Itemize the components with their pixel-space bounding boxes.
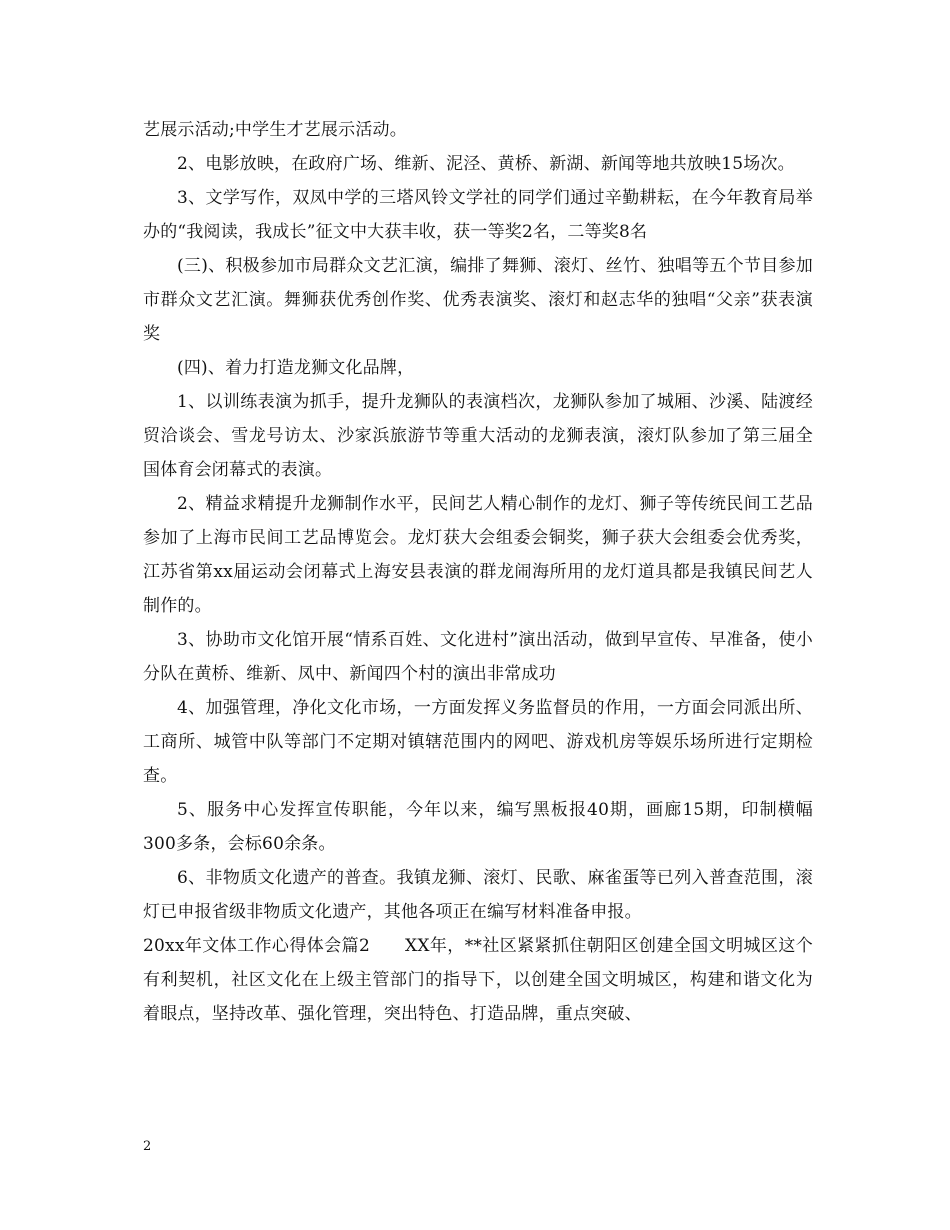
paragraph: 2、精益求精提升龙狮制作水平，民间艺人精心制作的龙灯、狮子等传统民间工艺品参加了上海市民间工艺品博览会。龙灯获大会组委会铜奖，狮子获大会组委会优秀奖，江苏省第xx届运动会闭幕式上海安县表演的群龙闹海所用的龙灯道具都是我镇民间艺人制作的。 bbox=[143, 494, 813, 616]
paragraph: 6、非物质文化遗产的普查。我镇龙狮、滚灯、民歌、麻雀蛋等已列入普查范围，滚灯已申报省级非物质文化遗产，其他各项正在编写材料准备申报。 bbox=[143, 868, 813, 922]
paragraph: 1、以训练表演为抓手，提升龙狮队的表演档次，龙狮队参加了城厢、沙溪、陆渡经贸洽谈会、雪龙号访太、沙家浜旅游节等重大活动的龙狮表演，滚灯队参加了第三届全国体育会闭幕式的表演。 bbox=[143, 392, 813, 480]
paragraph: 3、文学写作，双凤中学的三塔风铃文学社的同学们通过辛勤耕耘，在今年教育局举办的“我阅读，我成长”征文中大获丰收，获一等奖2名，二等奖8名 bbox=[143, 188, 813, 242]
page-number: 2 bbox=[143, 1139, 152, 1154]
paragraph: 3、协助市文化馆开展“情系百姓、文化进村”演出活动，做到早宣传、早准备，使小分队在黄桥、维新、凤中、新闻四个村的演出非常成功 bbox=[143, 630, 813, 684]
paragraph: 4、加强管理，净化文化市场，一方面发挥义务监督员的作用，一方面会同派出所、工商所、城管中队等部门不定期对镇辖范围内的网吧、游戏机房等娱乐场所进行定期检查。 bbox=[143, 698, 813, 786]
document-body bbox=[143, 113, 813, 1031]
paragraph: 20xx年文体工作心得体会篇2 XX年，**社区紧紧抓住朝阳区创建全国文明城区这个有利契机，社区文化在上级主管部门的指导下，以创建全国文明城区，构建和谐文化为着眼点，坚持改革、强化管理，突出特色、打造品牌，重点突破、 bbox=[143, 936, 813, 1024]
paragraph: 2、电影放映，在政府广场、维新、泥泾、黄桥、新湖、新闻等地共放映15场次。 bbox=[177, 154, 795, 174]
paragraph: 艺展示活动;中学生才艺展示活动。 bbox=[143, 120, 407, 140]
paragraph: 5、服务中心发挥宣传职能，今年以来，编写黑板报40期，画廊15期，印制横幅300多条，会标60余条。 bbox=[143, 800, 813, 854]
paragraph: (四)、着力打造龙狮文化品牌， bbox=[177, 358, 415, 378]
paragraph: (三)、积极参加市局群众文艺汇演，编排了舞狮、滚灯、丝竹、独唱等五个节目参加市群众文艺汇演。舞狮获优秀创作奖、优秀表演奖、滚灯和赵志华的独唱“父亲”获表演奖 bbox=[143, 256, 813, 344]
